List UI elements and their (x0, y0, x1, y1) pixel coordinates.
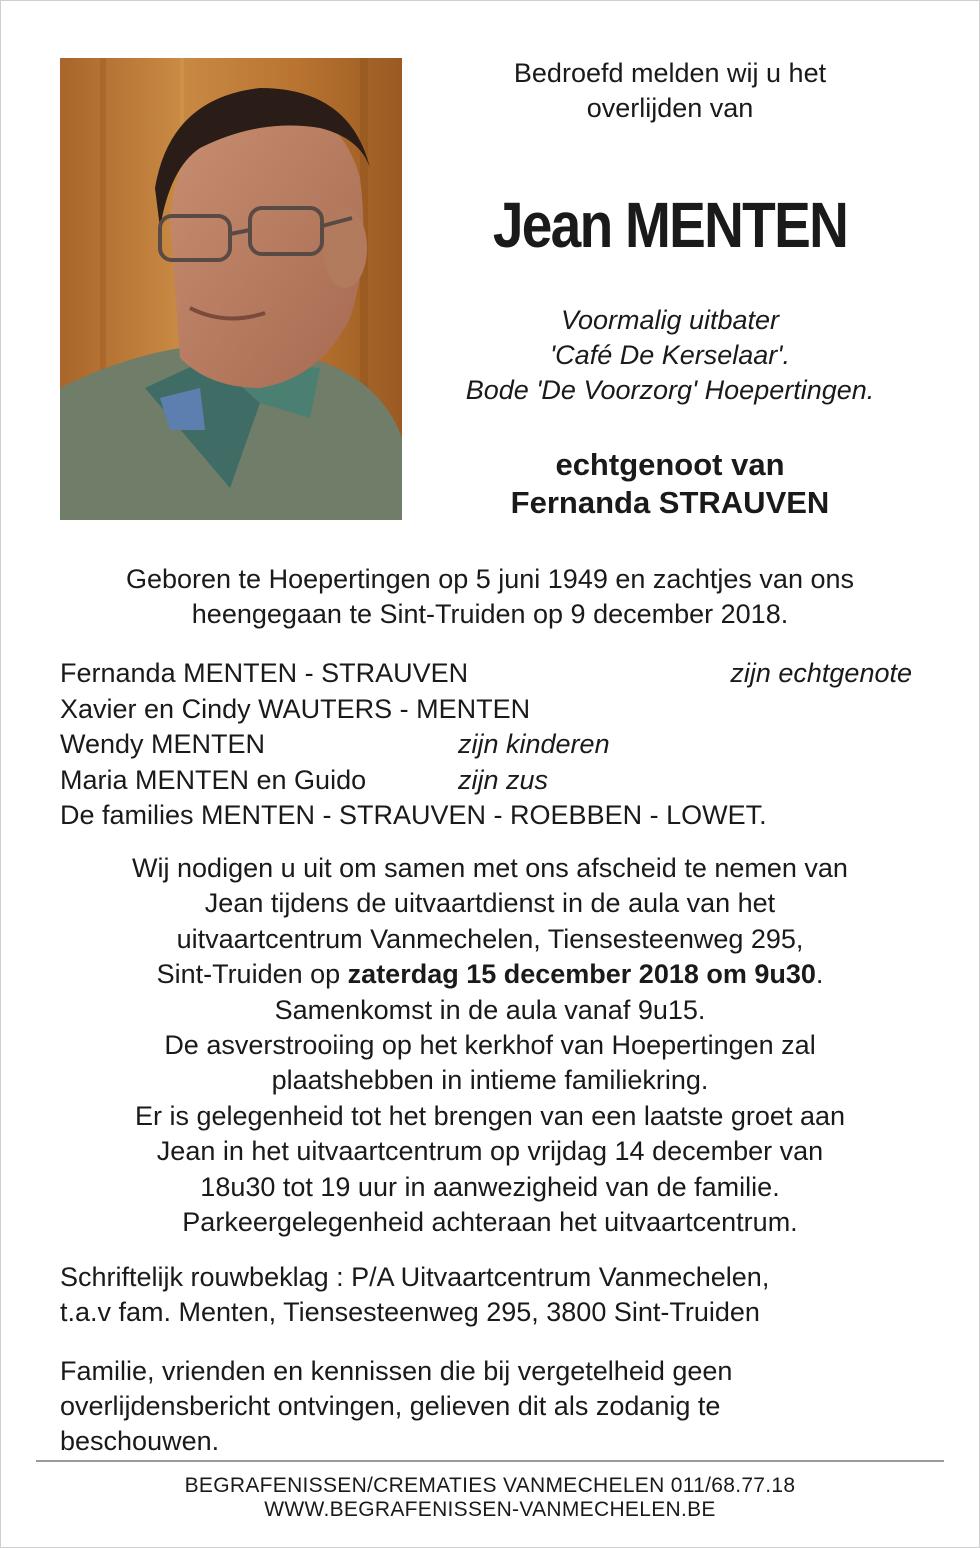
invitation-line: Wij nodigen u uit om samen met ons afscheid te nemen van (132, 853, 848, 883)
family-member-name: Fernanda MENTEN - STRAUVEN (60, 658, 469, 688)
family-relation: zijn echtgenote (730, 658, 912, 688)
family-row (60, 656, 940, 692)
deceased-name: Jean MENTEN (492, 189, 848, 261)
occupation-line: 'Café De Kerselaar'. (550, 340, 790, 370)
spouse-line: echtgenoot van (555, 447, 785, 482)
spouse-line: Fernanda STRAUVEN (510, 485, 830, 520)
birth-death-text (40, 562, 940, 632)
family-relation: zijn kinderen (458, 729, 610, 759)
family-list (60, 656, 940, 834)
funeral-home-contact: BEGRAFENISSEN/CREMATIES VANMECHELEN 011/68.77.18 (184, 1474, 796, 1497)
notice-text (60, 1354, 940, 1459)
notice-line: Familie, vrienden en kennissen die bij vergetelheid geen (60, 1356, 733, 1386)
service-date: zaterdag 15 december 2018 om 9u30 (347, 959, 816, 990)
footer-divider (36, 1460, 944, 1462)
family-member-name: Xavier en Cindy WAUTERS - MENTEN (60, 693, 531, 724)
invitation-line: uitvaartcentrum Vanmechelen, Tiensesteenweg 295, (176, 923, 804, 954)
occupation-line: Bode 'De Voorzorg' Hoepertingen. (465, 375, 875, 405)
invitation-line: Jean tijdens de uitvaartdienst in de aula van het (204, 888, 776, 919)
born-line: Geboren te Hoepertingen op 5 juni 1949 en zachtjes van ons (125, 564, 854, 594)
funeral-invitation (40, 851, 940, 1240)
invitation-line: Er is gelegenheid tot het brengen van een laatste groet aan (134, 1100, 845, 1131)
family-member-name: Wendy MENTEN (60, 729, 266, 759)
invitation-line-date (40, 957, 940, 992)
invitation-line: Samenkomst in de aula vanaf 9u15. (274, 994, 706, 1025)
family-member-name: Maria MENTEN en Guido (60, 764, 367, 795)
portrait-photo (60, 58, 402, 520)
portrait-illustration (60, 58, 402, 520)
family-row (60, 798, 940, 834)
condolence-line: t.a.v fam. Menten, Tiensesteenweg 295, 3800 Sint-Truiden (60, 1297, 760, 1327)
invitation-line: Parkeergelegenheid achteraan het uitvaartcentrum. (182, 1207, 798, 1238)
family-row (60, 763, 940, 799)
intro-line: overlijden van (586, 93, 754, 123)
family-member-name: De families MENTEN - STRAUVEN - ROEBBEN - LOWET. (60, 800, 767, 830)
funeral-home-website: WWW.BEGRAFENISSEN-VANMECHELEN.BE (264, 1498, 716, 1521)
condolence-address (60, 1260, 940, 1330)
announcement-intro (410, 56, 930, 126)
invitation-line: plaatshebben in intieme familiekring. (271, 1065, 709, 1096)
born-line: heengegaan te Sint-Truiden op 9 december 2018. (191, 599, 789, 629)
notice-line: beschouwen. (60, 1426, 220, 1456)
intro-line: Bedroefd melden wij u het (513, 58, 827, 88)
family-row (60, 727, 940, 763)
notice-line: overlijdensbericht ontvingen, gelieven dit als zodanig te (60, 1391, 721, 1421)
spouse-text (410, 446, 930, 522)
family-row (60, 692, 940, 728)
occupation-line: Voormalig uitbater (560, 305, 780, 335)
invitation-line: 18u30 tot 19 uur in aanwezigheid van de familie. (200, 1171, 780, 1202)
condolence-line: Schriftelijk rouwbeklag : P/A Uitvaartcentrum Vanmechelen, (60, 1262, 770, 1292)
invitation-date-suffix: . (815, 959, 824, 990)
invitation-line: Jean in het uitvaartcentrum op vrijdag 14 december van (156, 1136, 824, 1167)
family-relation: zijn zus (458, 764, 549, 795)
invitation-date-prefix: Sint-Truiden op (156, 959, 348, 990)
occupation-text (410, 303, 930, 408)
invitation-line: De asverstrooiing op het kerkhof van Hoepertingen zal (164, 1030, 816, 1061)
